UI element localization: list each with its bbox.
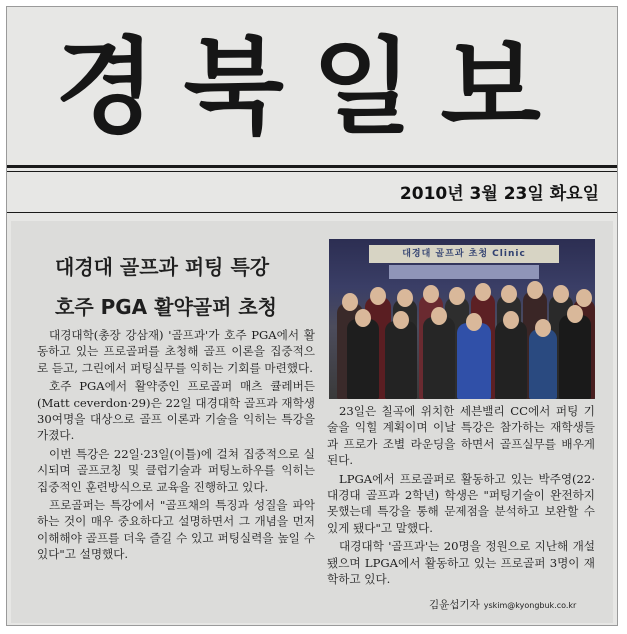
masthead-rule-thin [7, 171, 617, 172]
photo-person-head [342, 293, 358, 311]
photo-person [457, 323, 491, 399]
photo-person-head [527, 281, 543, 299]
article-paragraph: 대경대학(총장 강삼재) '골프과'가 호주 PGA에서 활동하고 있는 프로골퍼를 초청해 골프 이론을 집중적으로 듣고, 그린에서 퍼팅실무를 익히는 기회를 마련했다. [37, 328, 315, 375]
photo-person-head [431, 307, 447, 325]
photo-banner: 대경대 골프과 초청 Clinic [369, 245, 559, 263]
photo-person [423, 317, 455, 399]
masthead-rule [7, 165, 617, 168]
photo-person [385, 321, 417, 399]
article-photo [329, 239, 595, 399]
photo-person-head [475, 283, 491, 301]
article-column-left [37, 327, 315, 565]
article-column-right [327, 403, 595, 589]
photo-person [495, 321, 527, 399]
photo-person [347, 319, 379, 399]
photo-person-head [553, 285, 569, 303]
photo-person-head [393, 311, 409, 329]
article-headline: 대경대 골프과 퍼팅 특강 [55, 255, 270, 279]
article-paragraph: 23일은 칠곡에 위치한 세븐밸리 CC에서 퍼팅 기술을 익힐 계획이며 이날 특강은 참가하는 재학생들과 프로가 조별 라운딩을 하면서 골프실무를 배우게 된다. [327, 404, 595, 468]
article-byline [429, 597, 576, 612]
reporter-name: 김윤섭기자 [429, 599, 480, 611]
date-rule [7, 212, 617, 213]
article [11, 221, 613, 623]
photo-person-head [501, 285, 517, 303]
photo-person-head [535, 319, 551, 337]
photo-person-head [503, 311, 519, 329]
photo-person-head [370, 287, 386, 305]
photo-person-head [466, 313, 482, 331]
newspaper-clipping [6, 6, 618, 626]
photo-person-head [449, 287, 465, 305]
article-paragraph: 프로골퍼는 특강에서 "골프채의 특징과 성질을 파악 하는 것이 매우 중요하다고 설명하면서 그 개념을 먼저 이해해야 골프를 더욱 즐길 수 있고 퍼팅실력을 높일 수 있다"고 설명했다. [37, 498, 315, 562]
article-paragraph: 대경대학 '골프과'는 20명을 정원으로 지난해 개설됐으며 LPGA에서 활동하고 있는 프로골퍼 3명이 재학하고 있다. [327, 539, 595, 587]
photo-person [529, 329, 557, 399]
article-paragraph: 이번 특강은 22일·23일(이틀)에 걸쳐 집중적으로 실시되며 골프코칭 및 클럽기술과 퍼팅노하우를 익히는 집중적인 훈련방식으로 교육을 진행하고 있다. [37, 446, 315, 494]
newspaper-masthead: 경북일보 [55, 26, 569, 148]
article-subheadline: 호주 PGA 활약골퍼 초청 [55, 295, 278, 319]
article-paragraph: LPGA에서 프로골퍼로 활동하고 있는 박주영(22·대경대 골프과 2학년) 학생은 "퍼팅기술이 완전하지 못했는데 특강을 통해 문제점을 분석하고 보완할 수 있게 됐다"고 말했다. [327, 471, 595, 535]
photo-person-head [355, 309, 371, 327]
reporter-email: yskim@kyongbuk.co.kr [483, 601, 577, 610]
photo-person-head [567, 305, 583, 323]
photo-person [559, 315, 591, 399]
photo-screen [389, 265, 539, 279]
photo-person-head [397, 289, 413, 307]
photo-person-head [423, 285, 439, 303]
photo-person-head [576, 289, 592, 307]
publication-date: 2010년 3월 23일 화요일 [399, 184, 599, 204]
article-paragraph: 호주 PGA에서 활약중인 프로골퍼 매츠 큘레버든(Matt ceverdon·29)은 22일 대경대학 골프과 재학생 30여명을 대상으로 골프 이론과 기술을 익히는 특강을 가졌다. [37, 379, 315, 443]
